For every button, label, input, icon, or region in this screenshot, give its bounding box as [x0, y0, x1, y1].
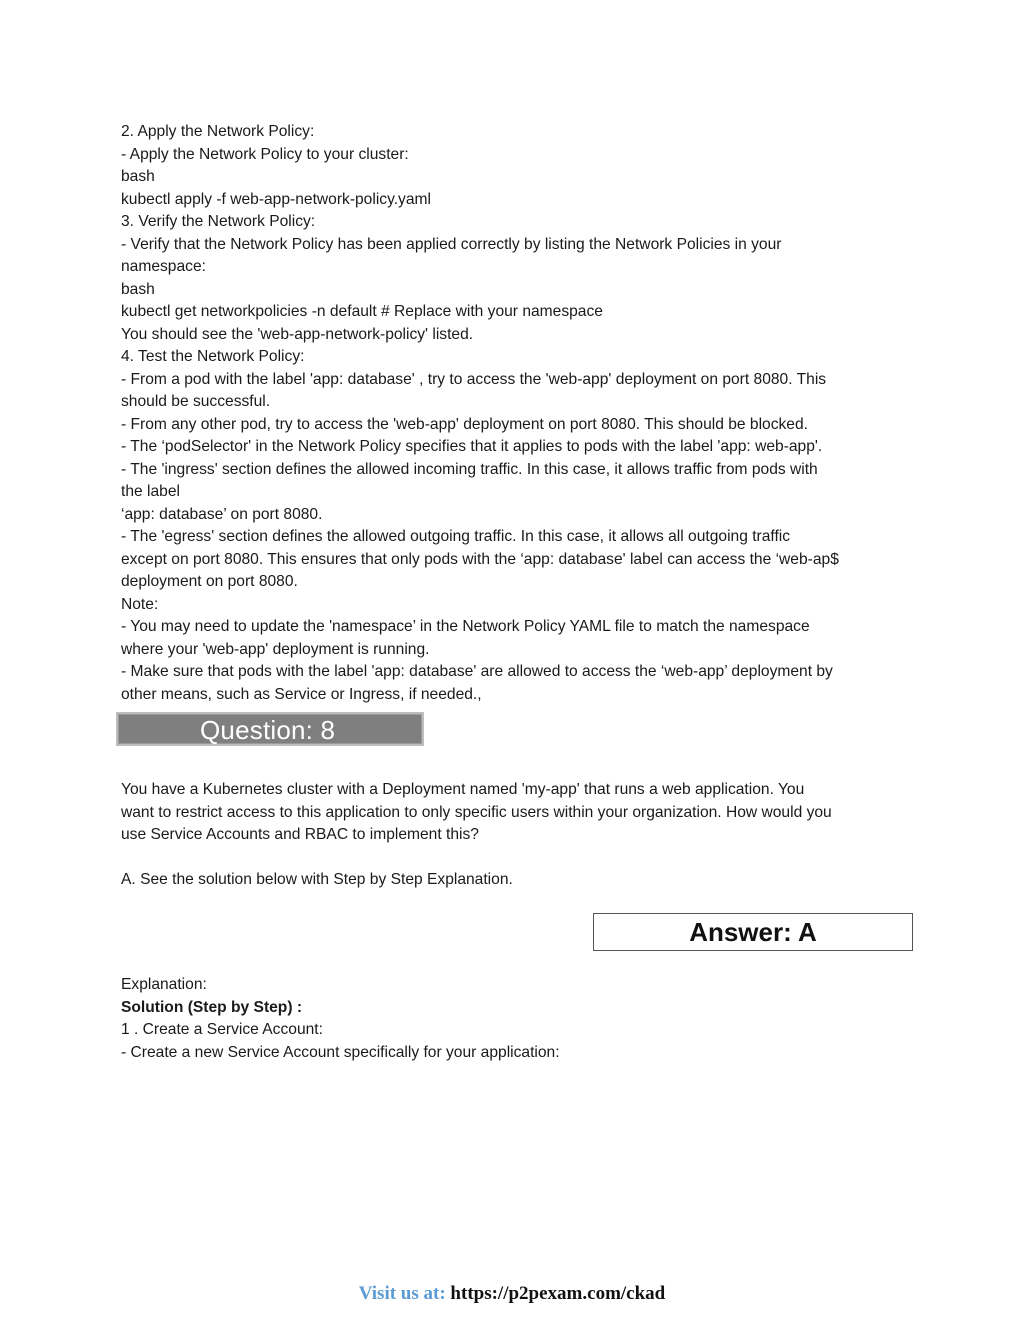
explanation-heading: Explanation: [121, 976, 207, 993]
code-language-label: bash [121, 168, 155, 185]
text-line: - You may need to update the 'namespace’ in the Network Policy YAML file to match the namespace [121, 618, 810, 635]
text-line: - From a pod with the label 'app: database' , try to access the 'web-app' deployment on port 8080. This [121, 370, 827, 388]
text-line: - The 'ingress' section defines the allowed incoming traffic. In this case, it allows traffic from pods with [121, 460, 818, 478]
text-line: ‘app: database’ on port 8080. [121, 505, 323, 523]
question-line: You have a Kubernetes cluster with a Deployment named 'my-app' that runs a web application. You [121, 781, 805, 798]
text-line: - The ‘podSelector' in the Network Policy specifies that it applies to pods with the label 'app: web-app'. [121, 438, 823, 455]
answer-box [593, 913, 913, 951]
question-line: want to restrict access to this application to only specific users within your organization. How would you [121, 803, 832, 821]
command-line: kubectl get networkpolicies -n default # Replace with your namespace [121, 303, 603, 320]
text-line: You should see the 'web-app-network-policy' listed. [121, 325, 474, 343]
solution-title: Solution (Step by Step) : [121, 998, 303, 1016]
network-policy-steps [121, 121, 911, 706]
text-line: - Make sure that pods with the label 'app: database' are allowed to access the ‘web-app’ deployment by [121, 663, 833, 680]
question-banner [116, 712, 424, 746]
choice-a: A. See the solution below with Step by Step Explanation. [121, 871, 513, 888]
note-heading: Note: [121, 595, 159, 613]
text-line: the label [121, 483, 180, 500]
text-line: - Apply the Network Policy to your cluster: [121, 145, 409, 163]
text-line: - Verify that the Network Policy has been applied correctly by listing the Network Policies in your [121, 235, 782, 253]
text-line: - Create a new Service Account specifically for your application: [121, 1043, 560, 1061]
text-line: should be successful. [121, 393, 271, 410]
text-line: deployment on port 8080. [121, 573, 298, 590]
answer-label: Answer: A [689, 917, 817, 947]
explanation-section [121, 974, 911, 1064]
question-label: Question: 8 [200, 715, 336, 745]
step-heading: 1 . Create a Service Account: [121, 1021, 323, 1038]
text-line: - From any other pod, try to access the 'web-app' deployment on port 8080. This should be blocked. [121, 415, 808, 433]
command-line: kubectl apply -f web-app-network-policy.yaml [121, 190, 431, 208]
step-heading: 3. Verify the Network Policy: [121, 213, 316, 230]
question-text [121, 779, 911, 847]
step-heading: 4. Test the Network Policy: [121, 348, 305, 365]
page-footer [0, 1282, 1024, 1306]
text-line: except on port 8080. This ensures that only pods with the ‘app: database' label can access the ‘web-ap$ [121, 550, 839, 568]
text-line: namespace: [121, 258, 206, 275]
footer-url[interactable]: https://p2pexam.com/ckad [450, 1283, 666, 1304]
step-heading: 2. Apply the Network Policy: [121, 123, 315, 140]
code-language-label: bash [121, 280, 155, 298]
text-line: where your 'web-app' deployment is running. [121, 640, 430, 658]
answer-choices [121, 869, 911, 892]
text-line: - The 'egress' section defines the allowed outgoing traffic. In this case, it allows all outgoing traffic [121, 528, 791, 545]
footer-label: Visit us at: [358, 1283, 451, 1304]
question-line: use Service Accounts and RBAC to implement this? [121, 826, 479, 843]
text-line: other means, such as Service or Ingress, if needed., [121, 685, 482, 703]
